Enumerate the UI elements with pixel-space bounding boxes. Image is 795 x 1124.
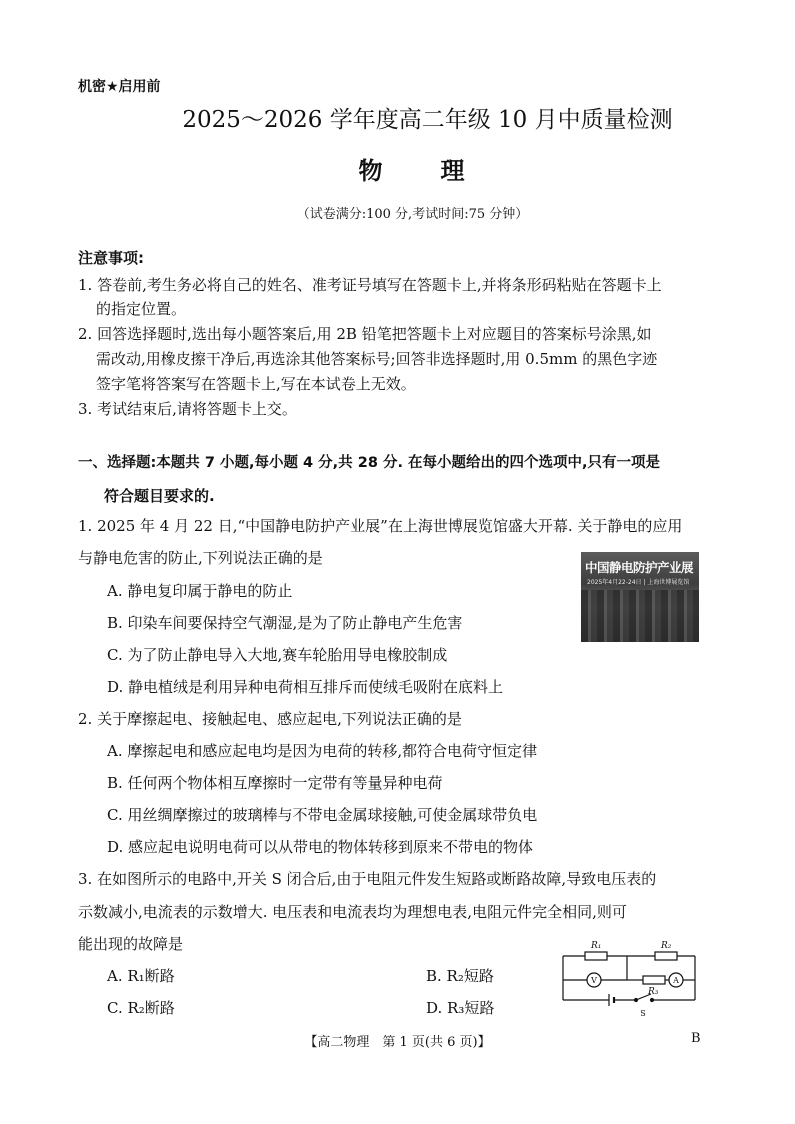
- subject-char-1: 物: [358, 156, 385, 185]
- expo-photo-subtitle: 2025年4月22-24日 | 上海世博展览馆: [587, 579, 690, 586]
- subject-title: [0, 151, 795, 186]
- subject-char-2: 理: [440, 156, 467, 185]
- section-heading-cont: 符合题目要求的.: [104, 487, 215, 505]
- q3-stem-cont: 能出现的故障是: [78, 935, 184, 953]
- notes-line: 的指定位置。: [96, 300, 187, 318]
- notes-heading: 注意事项:: [78, 249, 144, 267]
- circuit-diagram: [555, 936, 705, 1020]
- q3-option-d: D. R₃短路: [426, 999, 495, 1017]
- notes-line: 需改动,用橡皮擦干净后,再选涂其他答案标号;回答非选择题时,用 0.5mm 的黑色字迹: [96, 350, 658, 368]
- q3-stem-cont: 示数减小,电流表的示数增大. 电压表和电流表均为理想电表,电阻元件完全相同,则可: [78, 903, 627, 921]
- exam-title: 2025～2026 学年度高二年级 10 月中质量检测: [182, 107, 673, 133]
- label-r2: R₂: [661, 941, 672, 951]
- q3-option-c: C. R₂断路: [107, 999, 175, 1017]
- q2-option-c: C. 用丝绸摩擦过的玻璃棒与不带电金属球接触,可使金属球带负电: [107, 806, 538, 824]
- label-ammeter: A: [673, 976, 679, 985]
- notes-line: 签字笔将答案写在答题卡上,写在本试卷上无效。: [96, 375, 416, 393]
- label-voltmeter: V: [591, 976, 597, 985]
- notes-line: 1. 答卷前,考生务必将自己的姓名、准考证号填写在答题卡上,并将条形码粘贴在答题卡上: [78, 276, 662, 294]
- page-footer: 【高二物理 第 1 页(共 6 页)】: [304, 1035, 491, 1050]
- q3-option-a: A. R₁断路: [107, 967, 175, 985]
- q3-stem: 3. 在如图所示的电路中,开关 S 闭合后,由于电阻元件发生短路或断路故障,导致电压表的: [78, 870, 657, 888]
- q2-option-a: A. 摩擦起电和感应起电均是因为电荷的转移,都符合电荷守恒定律: [107, 742, 538, 760]
- expo-photo: [581, 552, 699, 642]
- label-r1: R₁: [591, 941, 602, 951]
- notes-line: 2. 回答选择题时,选出每小题答案后,用 2B 铅笔把答题卡上对应题目的答案标号涂黑,如: [78, 325, 652, 343]
- confidential-label: 机密★启用前: [78, 79, 161, 95]
- expo-photo-title: 中国静电防护产业展: [585, 560, 694, 575]
- expo-crowd: [581, 590, 699, 642]
- exam-info: （试卷满分:100 分,考试时间:75 分钟）: [296, 207, 529, 222]
- label-switch: S: [640, 1009, 646, 1018]
- q1-stem-cont: 与静电危害的防止,下列说法正确的是: [78, 549, 323, 567]
- q2-stem: 2. 关于摩擦起电、接触起电、感应起电,下列说法正确的是: [78, 710, 462, 728]
- version-label: B: [691, 1031, 701, 1046]
- q3-option-b: B. R₂短路: [426, 967, 494, 985]
- q2-option-b: B. 任何两个物体相互摩擦时一定带有等量异种电荷: [107, 774, 443, 792]
- resistor-r3: [643, 976, 665, 984]
- resistor-r2: [655, 952, 677, 960]
- q1-option-b: B. 印染车间要保持空气潮湿,是为了防止静电产生危害: [107, 614, 463, 632]
- q1-option-c: C. 为了防止静电导入大地,赛车轮胎用导电橡胶制成: [107, 646, 448, 664]
- q1-option-a: A. 静电复印属于静电的防止: [107, 582, 293, 600]
- q1-option-d: D. 静电植绒是利用异种电荷相互排斥而使绒毛吸附在底料上: [107, 678, 504, 696]
- section-heading: 一、选择题:本题共 7 小题,每小题 4 分,共 28 分. 在每小题给出的四个选项中,只有一项是: [78, 455, 661, 471]
- resistor-r1: [585, 952, 607, 960]
- q1-stem: 1. 2025 年 4 月 22 日,“中国静电防护产业展”在上海世博展览馆盛大开幕. 关于静电的应用: [78, 517, 683, 535]
- notes-line: 3. 考试结束后,请将答题卡上交。: [78, 400, 297, 418]
- label-r3: R₃: [648, 987, 659, 997]
- q2-option-d: D. 感应起电说明电荷可以从带电的物体转移到原来不带电的物体: [107, 838, 534, 856]
